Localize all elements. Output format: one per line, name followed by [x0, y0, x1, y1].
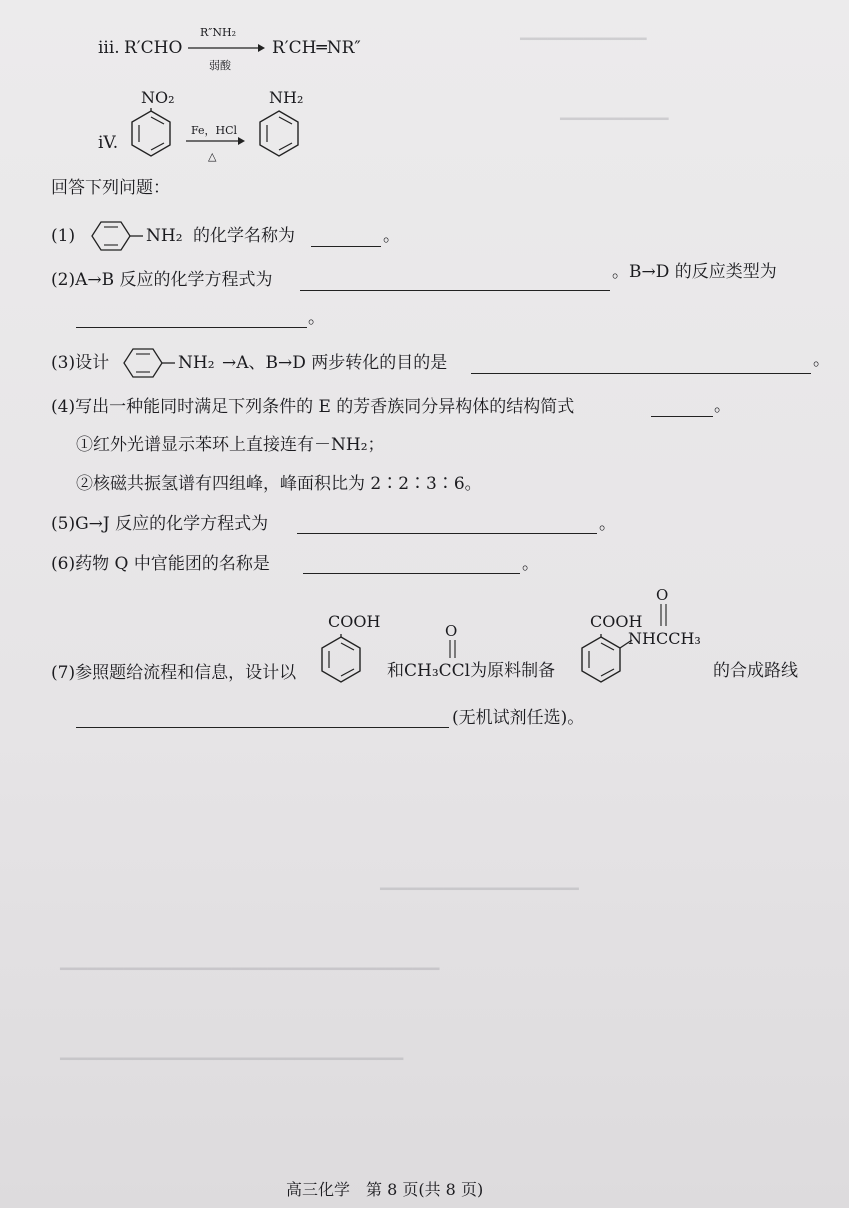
amino-group-label: NH₂ [146, 226, 183, 246]
double-bond-icon [658, 604, 670, 628]
reaction-iii-product: R′CH═NR″ [272, 38, 361, 58]
reaction-iii-reactant: R′CHO [124, 38, 183, 58]
condition-2: ②核磁共振氢谱有四组峰，峰面积比为 2∶2∶3∶6。 [76, 474, 482, 494]
bleed-through-text: ━━━━━━━━━━━━ [560, 110, 669, 128]
answer-blank[interactable] [471, 373, 811, 374]
answer-blank[interactable] [651, 416, 713, 417]
nitro-group-label: NO₂ [141, 88, 175, 107]
answer-blank[interactable] [303, 573, 520, 574]
question-text: (3)设计 [51, 353, 110, 373]
benzene-ring-icon [128, 108, 174, 160]
acetamido-group-label: NHCCH₃ [628, 629, 701, 648]
reaction-arrow [184, 135, 246, 147]
reaction-iv-reagent: Fe，HCl [191, 124, 238, 137]
question-text: 的化学名称为 [193, 226, 295, 246]
question-end: 。 [813, 350, 830, 370]
reaction-iii-reagent: R″NH₂ [200, 26, 237, 39]
carboxyl-group-label: COOH [328, 612, 381, 631]
bleed-through-text: ━━━━━━━━━━━━━━━━━━━━━━━━━━━━━━━━━━━━━━ [60, 1050, 404, 1068]
question-text: 的合成路线 [713, 661, 798, 681]
reaction-arrow [186, 42, 266, 54]
bleed-through-text: ━━━━━━━━━━━━━━ [520, 30, 647, 48]
reaction-iii-condition: 弱酸 [209, 59, 231, 72]
benzene-ring-icon [578, 634, 638, 690]
page-footer: 高三化学 第 8 页(共 8 页) [286, 1180, 484, 1199]
question-text: 。B→D 的反应类型为 [612, 262, 777, 282]
question-text: (6)药物 Q 中官能团的名称是 [51, 554, 270, 574]
question-text: →A、B→D 两步转化的目的是 [222, 353, 448, 373]
question-end: 。 [599, 514, 616, 534]
question-number: (1) [51, 226, 76, 246]
carbonyl-oxygen-label: O [656, 586, 669, 604]
double-bond-icon [447, 640, 459, 660]
answer-blank[interactable] [311, 246, 381, 247]
carbonyl-oxygen-label: O [445, 622, 458, 640]
condition-1: ①红外光谱显示苯环上直接连有－NH₂； [76, 435, 385, 455]
reaction-iv-condition: △ [208, 150, 217, 163]
question-text: 和CH₃CCl为原料制备 [387, 661, 556, 681]
question-note: (无机试剂任选)。 [452, 708, 585, 728]
carboxyl-group-label: COOH [590, 612, 643, 631]
question-text: (5)G→J 反应的化学方程式为 [51, 514, 269, 534]
answer-blank[interactable] [76, 327, 307, 328]
questions-prompt: 回答下列问题： [51, 178, 170, 198]
bleed-through-text: ━━━━━━━━━━━━━━━━━━━━━━ [380, 880, 579, 898]
answer-blank[interactable] [76, 727, 449, 728]
reaction-iii-label: iii. [98, 38, 120, 58]
answer-blank[interactable] [300, 290, 610, 291]
amino-group-label: NH₂ [269, 88, 304, 107]
amino-group-label: NH₂ [178, 353, 215, 373]
question-end: 。 [308, 308, 325, 328]
question-end: 。 [714, 396, 731, 416]
question-text: (7)参照题给流程和信息，设计以 [51, 663, 297, 683]
answer-blank[interactable] [297, 533, 597, 534]
reaction-iv-label: iV. [98, 133, 119, 153]
bleed-through-text: ━━━━━━━━━━━━━━━━━━━━━━━━━━━━━━━━━━━━━━━━━━ [60, 960, 440, 978]
benzene-ring-icon [120, 345, 176, 381]
question-end: 。 [383, 226, 400, 246]
benzene-ring-icon [318, 634, 364, 686]
benzene-ring-icon [256, 108, 302, 160]
question-end: 。 [522, 554, 539, 574]
benzene-ring-icon [88, 218, 144, 254]
question-text: (4)写出一种能同时满足下列条件的 E 的芳香族同分异构体的结构简式 [51, 397, 575, 417]
question-text: (2)A→B 反应的化学方程式为 [51, 270, 273, 290]
